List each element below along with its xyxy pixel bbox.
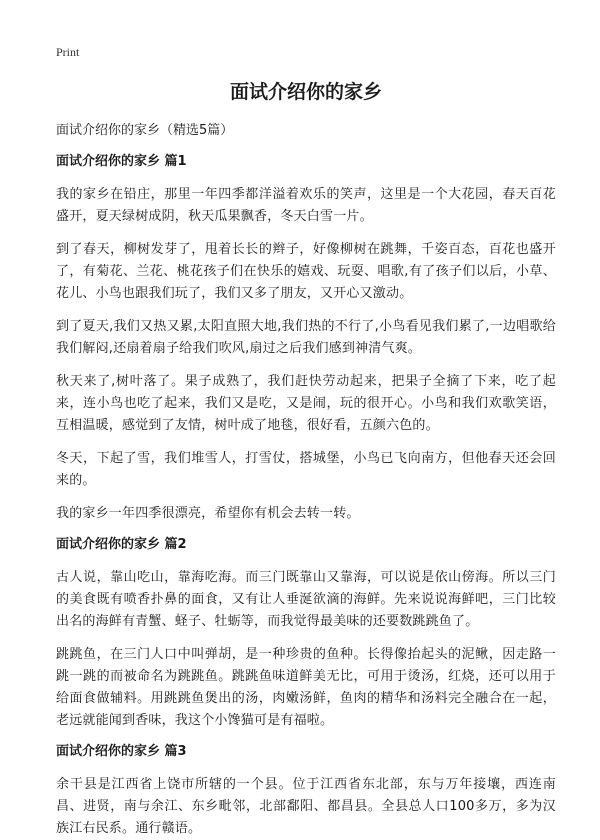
paragraph: 我的家乡在铅庄，那里一年四季都洋溢着欢乐的笑声，这里是一个大花园，春天百花盛开，夏天绿树成阴，秋天瓜果飘香，冬天白雪一片。 — [56, 187, 556, 224]
paragraph: 跳跳鱼，在三门人口中叫弹胡，是一种珍贵的鱼种。长得像抬起头的泥鳅，因走路一跳一跳的而被命名为跳跳鱼。跳跳鱼味道鲜美无比，可用于烫汤，红烧，还可以用于给面食做辅料。用跳跳鱼煲出的汤，肉嫩汤鲜，鱼肉的精华和汤料完全融合在一起，老远就能闻到香味，我这个小馋猫可是有福啦。 — [56, 647, 556, 728]
paragraph: 余干县是江西省上饶市所辖的一个县。位于江西省东北部，东与万年接壤，西连南昌、进贤，南与余江、东乡毗邻，北部鄱阳、都昌县。全县总人口100多万，多为汉族江右民系。通行赣语。 — [56, 777, 556, 836]
section-heading: 面试介绍你的家乡 篇1 — [56, 154, 187, 169]
page-title: 面试介绍你的家乡 — [229, 81, 382, 103]
section-3 — [56, 743, 556, 840]
section-1 — [56, 153, 556, 525]
section-heading: 面试介绍你的家乡 篇2 — [56, 537, 187, 552]
paragraph: 我的家乡一年四季很漂亮，希望你有机会去转一转。 — [56, 506, 360, 521]
section-heading: 面试介绍你的家乡 篇3 — [56, 744, 187, 759]
document-subtitle: 面试介绍你的家乡（精选5篇） — [56, 123, 234, 138]
paragraph: 秋天来了,树叶落了。果子成熟了，我们赶快劳动起来，把果子全摘了下来，吃了起来，连小鸟也吃了起来，我们又是吃，又是闹，玩的很开心。小鸟和我们欢歌笑语，互相温暖，感觉到了友情，树叶成了地毯，很好看，五颜六色的。 — [56, 374, 556, 433]
section-2 — [56, 536, 556, 732]
paragraph: 古人说，靠山吃山，靠海吃海。而三门既靠山又靠海，可以说是依山傍海。所以三门的美食既有喷香扑鼻的面食，又有让人垂涎欲滴的海鲜。先来说说海鲜吧，三门比较出名的海鲜有青蟹、蛏子、牡蛎等，而我觉得最美味的还要数跳跳鱼了。 — [56, 570, 556, 629]
paragraph: 到了夏天,我们又热又累,太阳直照大地,我们热的不行了,小鸟看见我们累了,一边唱歌给我们解闷,还扇着扇子给我们吹风,扇过之后我们感到神清气爽。 — [56, 319, 556, 356]
paragraph: 冬天，下起了雪，我们堆雪人，打雪仗，搭城堡，小鸟已飞向南方，但他春天还会回来的。 — [56, 451, 556, 488]
print-label: Print — [56, 45, 80, 59]
paragraph: 到了春天，柳树发芽了，甩着长长的辫子，好像柳树在跳舞，千姿百态，百花也盛开了，有菊花、兰花、桃花孩子们在快乐的嬉戏、玩耍、唱歌,有了孩子们以后，小草、花儿、小鸟也跟我们玩了，我们又多了朋友，又开心又激动。 — [56, 242, 556, 301]
